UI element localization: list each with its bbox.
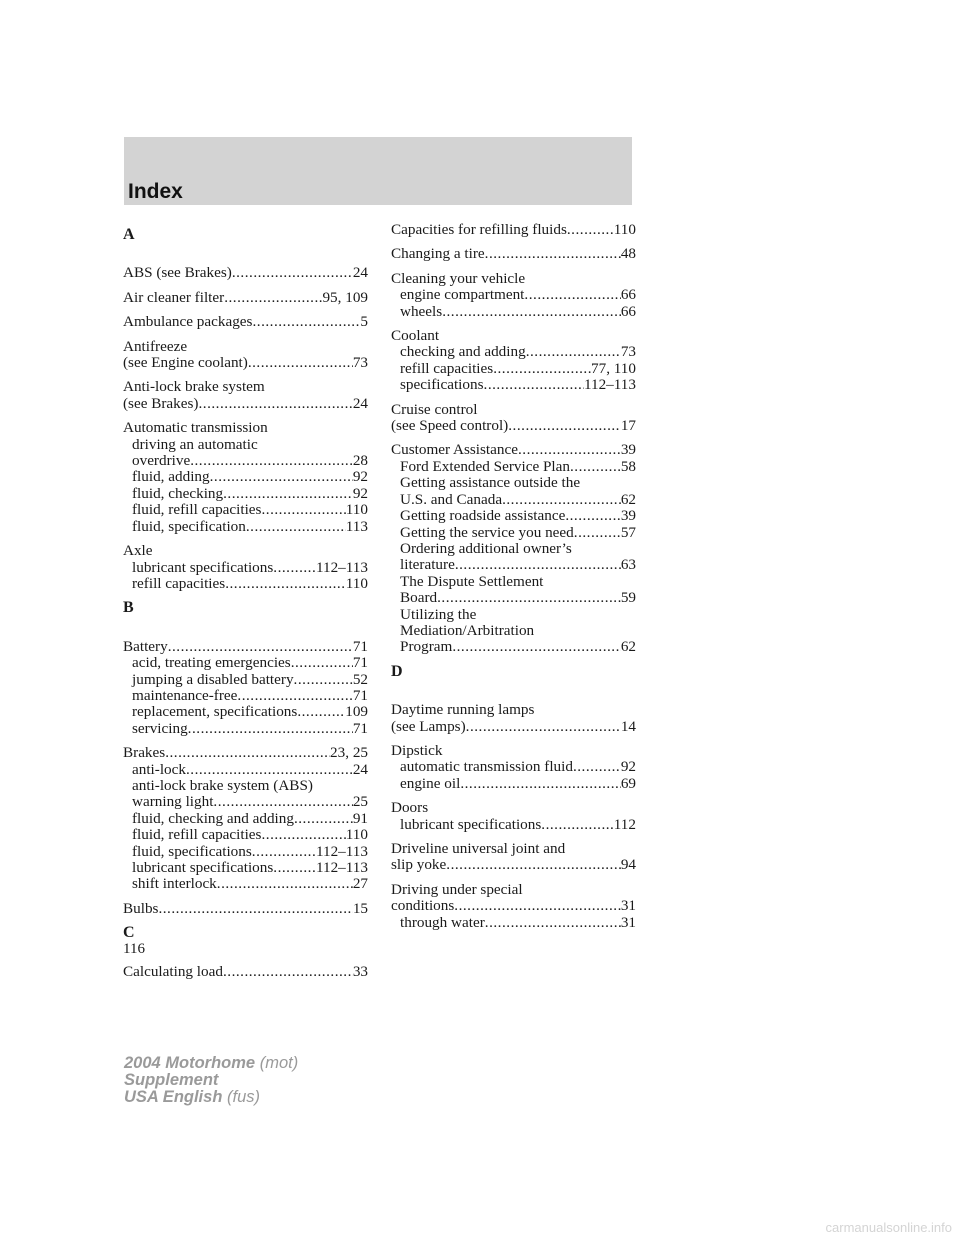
dot-leader [165, 745, 330, 761]
index-entry-line [391, 418, 636, 434]
index-entry [391, 328, 636, 394]
entry-page-ref: 71 [352, 686, 368, 704]
index-subentry [123, 437, 368, 453]
dot-leader [485, 246, 621, 262]
entry-text: lubricant specifications [132, 859, 274, 876]
index-entry-line [123, 420, 368, 436]
entry-page-ref: 52 [352, 670, 368, 688]
index-entry-line [123, 355, 368, 371]
entry-page-ref: 15 [352, 899, 368, 917]
entry-page-ref: 112–113 [315, 558, 368, 576]
index-entry [391, 702, 636, 735]
index-entry [123, 639, 368, 737]
entry-page-ref: 112 [613, 815, 636, 833]
index-subentry [391, 623, 636, 639]
index-subentry [123, 486, 368, 502]
index-subentry [391, 915, 636, 931]
index-entry-line [123, 290, 368, 306]
dot-leader [484, 377, 584, 393]
entry-text: Antifreeze [123, 337, 188, 355]
index-subentry [123, 469, 368, 485]
index-entry-line [123, 339, 368, 355]
index-entry-line [123, 379, 368, 395]
dot-leader [224, 290, 322, 306]
entry-text: Automatic transmission [123, 419, 268, 437]
entry-text: Cleaning your vehicle [391, 269, 526, 287]
index-entry-line [391, 222, 636, 238]
dot-leader [246, 519, 346, 535]
index-entry [123, 420, 368, 535]
index-subentry [123, 576, 368, 592]
index-subentry [391, 639, 636, 655]
index-subentry [123, 778, 368, 794]
entry-text: through water [400, 913, 485, 931]
entry-page-ref: 14 [620, 717, 636, 735]
document-footer [124, 1055, 298, 1106]
index-subentry [391, 525, 636, 541]
entry-text: Bulbs [123, 899, 159, 917]
entry-text: fluid, specifications [132, 842, 252, 860]
section-letter: A [123, 226, 135, 243]
entry-text: (see Speed control) [391, 417, 509, 435]
entry-text: warning light [132, 793, 214, 811]
index-subentry [391, 344, 636, 360]
index-entry [391, 246, 636, 262]
entry-page-ref: 69 [620, 774, 636, 792]
entry-text: refill capacities [132, 574, 226, 592]
entry-text: ABS (see Brakes) [123, 264, 232, 282]
entry-text: fluid, adding [132, 468, 210, 486]
entry-page-ref: 48 [620, 245, 636, 263]
dot-leader [252, 314, 360, 330]
index-entry [391, 743, 636, 792]
dot-leader [526, 344, 621, 360]
index-entry-line [391, 402, 636, 418]
index-entry [391, 402, 636, 435]
entry-text: Dipstick [391, 741, 443, 759]
entry-page-ref: 71 [352, 637, 368, 655]
entry-text: replacement, specifications [132, 703, 298, 721]
entry-text: Doors [391, 799, 429, 817]
entry-page-ref: 39 [620, 507, 636, 525]
index-entry [123, 901, 368, 917]
dot-leader [248, 355, 353, 371]
entry-page-ref: 66 [620, 302, 636, 320]
entry-text: Daytime running lamps [391, 701, 535, 719]
index-entry [123, 964, 368, 980]
entry-text: Cruise control [391, 400, 478, 418]
index-entry-line [391, 328, 636, 344]
dot-leader [518, 442, 621, 458]
dot-leader [237, 688, 352, 704]
dot-leader [574, 525, 621, 541]
entry-page-ref: 24 [352, 264, 368, 282]
entry-text: Mediation/Arbitration [400, 621, 535, 639]
dot-leader [508, 418, 621, 434]
index-entry [123, 265, 368, 281]
index-subentry [391, 492, 636, 508]
dot-leader [273, 560, 316, 576]
dot-leader [524, 287, 620, 303]
entry-text: anti-lock brake system (ABS) [132, 776, 313, 794]
entry-text: Driving under special [391, 880, 523, 898]
index-entry-line [391, 841, 636, 857]
index-entry-line [123, 639, 368, 655]
index-subentry [123, 688, 368, 704]
index-subentry [123, 844, 368, 860]
entry-page-ref: 24 [352, 760, 368, 778]
dot-leader [570, 459, 621, 475]
entry-page-ref: 66 [620, 286, 636, 304]
entry-text: anti-lock [132, 760, 186, 778]
index-subentry [391, 557, 636, 573]
dot-leader [567, 222, 614, 238]
footer-model: 2004 Motorhome [124, 1054, 256, 1072]
index-entry-line [391, 898, 636, 914]
entry-text: slip yoke [391, 856, 447, 874]
entry-text: literature [400, 556, 455, 574]
dot-leader [442, 304, 621, 320]
index-entry [391, 442, 636, 655]
dot-leader [466, 719, 621, 735]
entry-text: wheels [400, 302, 443, 320]
index-subentry [391, 607, 636, 623]
dot-leader [437, 590, 621, 606]
dot-leader [493, 361, 591, 377]
entry-text: fluid, checking [132, 484, 224, 502]
entry-page-ref: 95, 109 [322, 288, 368, 306]
index-entry-line [123, 543, 368, 559]
entry-page-ref: 17 [620, 417, 636, 435]
dot-leader [565, 508, 620, 524]
index-subentry [391, 817, 636, 833]
footer-model-code: (mot) [259, 1054, 299, 1072]
index-entry [123, 339, 368, 372]
index-entry-line [123, 901, 368, 917]
entry-text: servicing [132, 719, 188, 737]
index-entry-line [391, 800, 636, 816]
entry-text: (see Engine coolant) [123, 354, 248, 372]
dot-leader [158, 901, 352, 917]
entry-page-ref: 58 [620, 457, 636, 475]
dot-leader [452, 639, 621, 655]
entry-page-ref: 31 [620, 913, 636, 931]
dot-leader [217, 876, 353, 892]
entry-page-ref: 23, 25 [330, 744, 368, 762]
dot-leader [454, 898, 621, 914]
index-entry-line [391, 743, 636, 759]
entry-page-ref: 27 [352, 875, 368, 893]
entry-text: Utilizing the [400, 605, 477, 623]
entry-page-ref: 110 [613, 221, 636, 238]
index-column-right [391, 222, 636, 939]
index-entry-line [123, 314, 368, 330]
entry-text: refill capacities [400, 359, 494, 377]
entry-page-ref: 57 [620, 523, 636, 541]
index-subentry [391, 508, 636, 524]
entry-text: Air cleaner filter [123, 288, 225, 306]
dot-leader [261, 827, 345, 843]
entry-page-ref: 25 [352, 793, 368, 811]
entry-page-ref: 92 [352, 468, 368, 486]
entry-text: Ford Extended Service Plan [400, 457, 570, 475]
dot-leader [446, 857, 621, 873]
entry-page-ref: 39 [620, 441, 636, 459]
entry-text: jumping a disabled battery [132, 670, 294, 688]
dot-leader [455, 557, 621, 573]
header-band [124, 137, 632, 205]
index-subentry [123, 519, 368, 535]
index-column-left [123, 222, 368, 988]
dot-leader [261, 502, 345, 518]
index-entry-line [391, 246, 636, 262]
entry-page-ref: 92 [352, 484, 368, 502]
dot-leader [210, 469, 353, 485]
index-entry-line [391, 857, 636, 873]
dot-leader [297, 704, 345, 720]
entry-text: lubricant specifications [132, 558, 274, 576]
dot-leader [188, 721, 353, 737]
page-title: Index [128, 180, 183, 203]
entry-text: engine compartment [400, 286, 525, 304]
entry-page-ref: 112–113 [315, 842, 368, 860]
entry-text: Brakes [123, 744, 166, 762]
section-letter: C [123, 924, 135, 942]
dot-leader [223, 486, 353, 502]
dot-leader [225, 576, 346, 592]
entry-page-ref: 94 [620, 856, 636, 874]
entry-text: Calculating load [123, 962, 223, 980]
dot-leader [573, 759, 621, 775]
index-subentry [391, 590, 636, 606]
index-entry [391, 882, 636, 931]
entry-text: (see Brakes) [123, 394, 199, 412]
index-entry-line [391, 442, 636, 458]
entry-page-ref: 77, 110 [591, 359, 636, 377]
index-subentry [391, 541, 636, 557]
section-letter: B [123, 599, 134, 617]
entry-page-ref: 112–113 [583, 376, 636, 394]
entry-page-ref: 62 [620, 490, 636, 508]
index-subentry [123, 811, 368, 827]
footer-language-code: (fus) [227, 1088, 260, 1106]
entry-page-ref: 91 [352, 809, 368, 827]
index-subentry [391, 304, 636, 320]
entry-text: specifications [400, 376, 484, 394]
entry-text: Getting roadside assistance [400, 507, 566, 525]
entry-page-ref: 63 [620, 556, 636, 574]
entry-text: Changing a tire [391, 245, 485, 263]
entry-text: Board [400, 589, 438, 607]
dot-leader [223, 964, 353, 980]
entry-text: Coolant [391, 327, 440, 345]
index-subentry [391, 776, 636, 792]
entry-page-ref: 5 [360, 313, 368, 331]
entry-text: lubricant specifications [400, 815, 542, 833]
entry-text: fluid, refill capacities [132, 501, 262, 519]
entry-text: U.S. and Canada [400, 490, 503, 508]
entry-text: checking and adding [400, 343, 526, 361]
entry-page-ref: 33 [352, 962, 368, 980]
entry-text: Getting assistance outside the [400, 474, 581, 492]
dot-leader [273, 860, 316, 876]
index-subentry [123, 721, 368, 737]
entry-text: fluid, checking and adding [132, 809, 294, 827]
entry-page-ref: 110 [345, 826, 368, 844]
dot-leader [541, 817, 614, 833]
entry-text: Anti-lock brake system [123, 378, 265, 396]
index-entry [123, 314, 368, 330]
dot-leader [168, 639, 353, 655]
entry-text: Customer Assistance [391, 441, 518, 459]
entry-page-ref: 31 [620, 897, 636, 915]
entry-page-ref: 28 [352, 452, 368, 470]
dot-leader [291, 655, 353, 671]
entry-text: fluid, refill capacities [132, 826, 262, 844]
footer-supplement: Supplement [124, 1071, 219, 1089]
entry-page-ref: 109 [345, 703, 368, 721]
entry-text: Battery [123, 637, 168, 655]
entry-text: maintenance-free [132, 686, 238, 704]
entry-text: Ambulance packages [123, 313, 253, 331]
index-entry [391, 222, 636, 238]
index-subentry [391, 475, 636, 491]
index-subentry [391, 287, 636, 303]
entry-page-ref: 62 [620, 638, 636, 656]
entry-page-ref: 24 [352, 394, 368, 412]
footer-language: USA English [124, 1088, 223, 1106]
entry-page-ref: 73 [620, 343, 636, 361]
entry-text: Ordering additional owner’s [400, 539, 572, 557]
index-entry-line [391, 702, 636, 718]
entry-text: Program [400, 638, 453, 656]
page-number: 116 [123, 941, 145, 957]
index-entry [391, 271, 636, 320]
dot-leader [252, 844, 316, 860]
entry-page-ref: 71 [352, 654, 368, 672]
index-subentry [123, 827, 368, 843]
entry-page-ref: 71 [352, 719, 368, 737]
index-entry [391, 800, 636, 833]
index-entry [123, 290, 368, 306]
index-entry [123, 745, 368, 893]
index-subentry [123, 502, 368, 518]
index-entry-line [123, 964, 368, 980]
entry-page-ref: 112–113 [315, 859, 368, 876]
entry-text: fluid, specification [132, 517, 246, 535]
index-entry [391, 841, 636, 874]
index-subentry [123, 655, 368, 671]
entry-page-ref: 110 [345, 574, 368, 592]
entry-text: overdrive [132, 452, 191, 470]
entry-text: (see Lamps) [391, 717, 466, 735]
section-letter: D [391, 662, 403, 680]
index-entry-line [123, 745, 368, 761]
index-entry [123, 543, 368, 592]
index-subentry [391, 361, 636, 377]
entry-page-ref: 113 [345, 517, 368, 535]
index-subentry [391, 574, 636, 590]
entry-page-ref: 110 [345, 501, 368, 519]
index-subentry [391, 759, 636, 775]
index-subentry [123, 560, 368, 576]
entry-page-ref: 59 [620, 589, 636, 607]
dot-leader [485, 915, 621, 931]
entry-text: Driveline universal joint and [391, 840, 566, 857]
entry-page-ref: 92 [620, 758, 636, 776]
entry-text: Capacities for refilling fluids [391, 221, 567, 238]
dot-leader [213, 794, 352, 810]
entry-text: engine oil [400, 774, 461, 792]
entry-text: Axle [123, 542, 153, 560]
index-subentry [123, 704, 368, 720]
dot-leader [190, 453, 353, 469]
index-entry [123, 379, 368, 412]
entry-text: The Dispute Settlement [400, 572, 544, 590]
index-subentry [123, 453, 368, 469]
index-entry-line [123, 396, 368, 412]
dot-leader [460, 776, 621, 792]
index-subentry [123, 672, 368, 688]
entry-text: shift interlock [132, 875, 217, 893]
index-entry-line [123, 265, 368, 281]
index-entry-line [391, 271, 636, 287]
watermark: carmanualsonline.info [825, 1220, 952, 1235]
index-subentry [123, 860, 368, 876]
index-entry-line [391, 882, 636, 898]
dot-leader [232, 265, 353, 281]
index-subentry [391, 459, 636, 475]
entry-text: Getting the service you need [400, 523, 574, 541]
entry-text: automatic transmission fluid [400, 758, 573, 776]
index-subentry [391, 377, 636, 393]
entry-text: driving an automatic [132, 435, 258, 453]
dot-leader [198, 396, 352, 412]
index-subentry [123, 794, 368, 810]
entry-text: conditions [391, 897, 455, 915]
index-subentry [123, 876, 368, 892]
dot-leader [294, 811, 353, 827]
dot-leader [294, 672, 353, 688]
dot-leader [502, 492, 621, 508]
dot-leader [186, 762, 353, 778]
entry-text: acid, treating emergencies [132, 654, 291, 672]
index-subentry [123, 762, 368, 778]
entry-page-ref: 73 [352, 354, 368, 372]
index-entry-line [391, 719, 636, 735]
